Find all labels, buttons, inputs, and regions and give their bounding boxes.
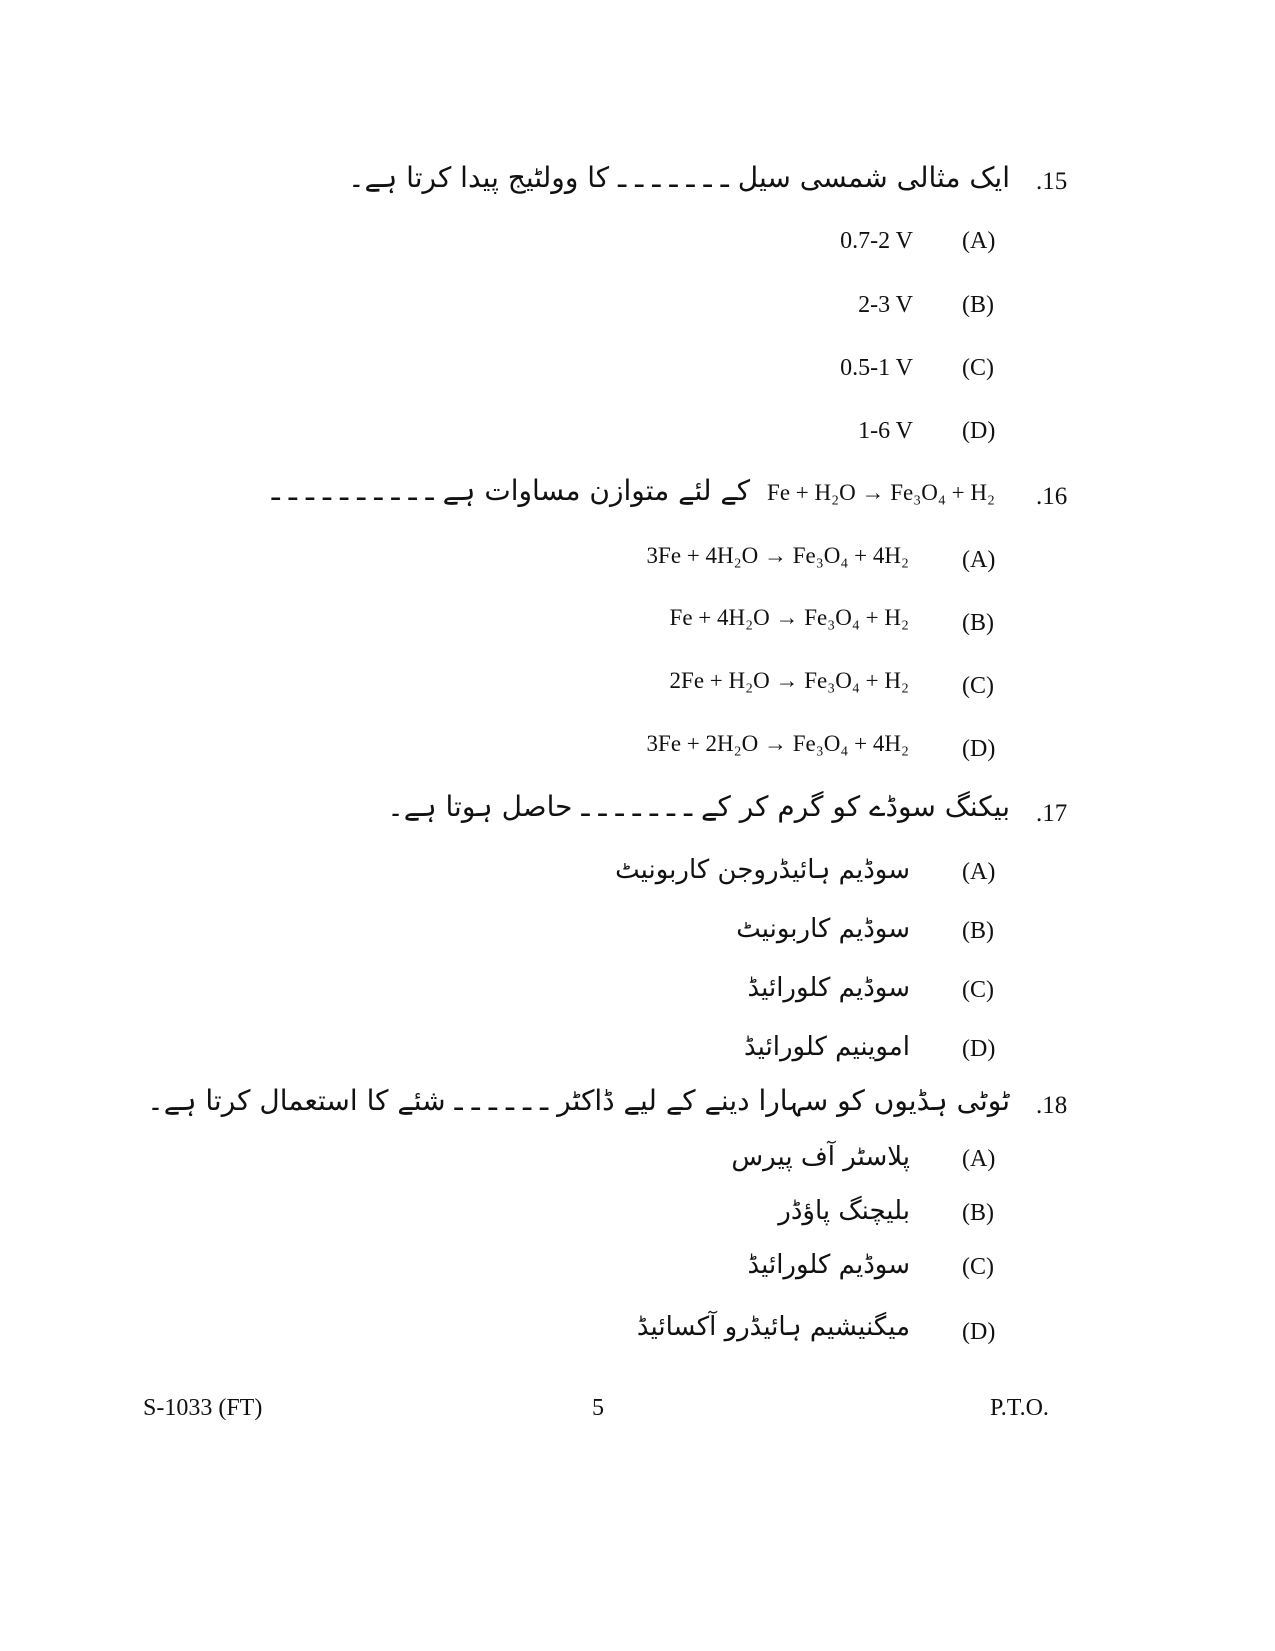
option-label: (C) <box>962 1254 994 1280</box>
option-label: (D) <box>962 418 996 444</box>
option-label: (B) <box>962 918 994 944</box>
question-stem-equation: Fe + H₂O → Fe₃O₄ + H₂ <box>767 480 995 505</box>
option-value: 1-6 V <box>858 418 913 444</box>
option-equation: Fe + 4H₂O → Fe₃O₄ + H₂ <box>669 605 909 630</box>
option-equation: 2Fe + H₂O → Fe₃O₄ + H₂ <box>669 668 909 693</box>
option-text: سوڈیم کاربونیٹ <box>736 914 910 944</box>
question-stem: ایک مثالی شمسی سیل ـ ـ ـ ـ ـ ـ ـ کا وولٹیج پیدا کرتا ہے۔ <box>348 161 1010 194</box>
option-label: (B) <box>962 1200 994 1226</box>
option-value: 0.5-1 V <box>840 355 913 381</box>
question-number: .16 <box>1036 483 1068 510</box>
question-number: .15 <box>1036 168 1068 195</box>
question-stem-text: کے لئے متوازن مساوات ہے ـ ـ ـ ـ ـ ـ ـ ـ ـ ـ <box>271 474 751 507</box>
question-stem: بیکنگ سوڈے کو گرم کر کے ـ ـ ـ ـ ـ ـ ـ حاصل ہوتا ہے۔ <box>387 790 1010 823</box>
option-label: (D) <box>962 736 996 762</box>
option-text: سوڈیم کلورائیڈ <box>747 973 910 1003</box>
option-label: (B) <box>962 610 994 636</box>
option-label: (C) <box>962 977 994 1003</box>
option-label: (A) <box>962 859 996 885</box>
option-label: (A) <box>962 228 996 254</box>
option-value: 0.7-2 V <box>840 228 913 254</box>
question-number: .18 <box>1036 1092 1068 1119</box>
option-label: (A) <box>962 547 996 573</box>
option-value: 2-3 V <box>858 292 913 318</box>
option-label: (D) <box>962 1036 996 1062</box>
option-label: (D) <box>962 1319 996 1345</box>
footer-pto: P.T.O. <box>990 1395 1049 1421</box>
question-stem <box>235 474 995 507</box>
option-text: پلاسٹر آف پیرس <box>731 1142 910 1172</box>
footer-code: S-1033 (FT) <box>143 1395 263 1421</box>
option-label: (A) <box>962 1146 996 1172</box>
option-text: میگنیشیم ہائیڈرو آکسائیڈ <box>636 1312 910 1342</box>
option-equation: 3Fe + 4H₂O → Fe₃O₄ + 4H₂ <box>646 543 909 568</box>
option-label: (C) <box>962 673 994 699</box>
question-stem: ٹوٹی ہڈیوں کو سہارا دینے کے لیے ڈاکٹر ـ ـ ـ ـ ـ ـ شئے کا استعمال کرتا ہے۔ <box>147 1084 1010 1117</box>
footer-page-number: 5 <box>592 1395 604 1421</box>
option-text: سوڈیم کلورائیڈ <box>747 1250 910 1280</box>
question-number: .17 <box>1036 800 1068 827</box>
option-equation: 3Fe + 2H₂O → Fe₃O₄ + 4H₂ <box>646 731 909 756</box>
option-text: اموینیم کلورائیڈ <box>743 1032 910 1062</box>
option-text: بلیچنگ پاؤڈر <box>778 1196 910 1226</box>
option-label: (B) <box>962 292 994 318</box>
option-text: سوڈیم ہائیڈروجن کاربونیٹ <box>615 855 910 885</box>
option-label: (C) <box>962 355 994 381</box>
